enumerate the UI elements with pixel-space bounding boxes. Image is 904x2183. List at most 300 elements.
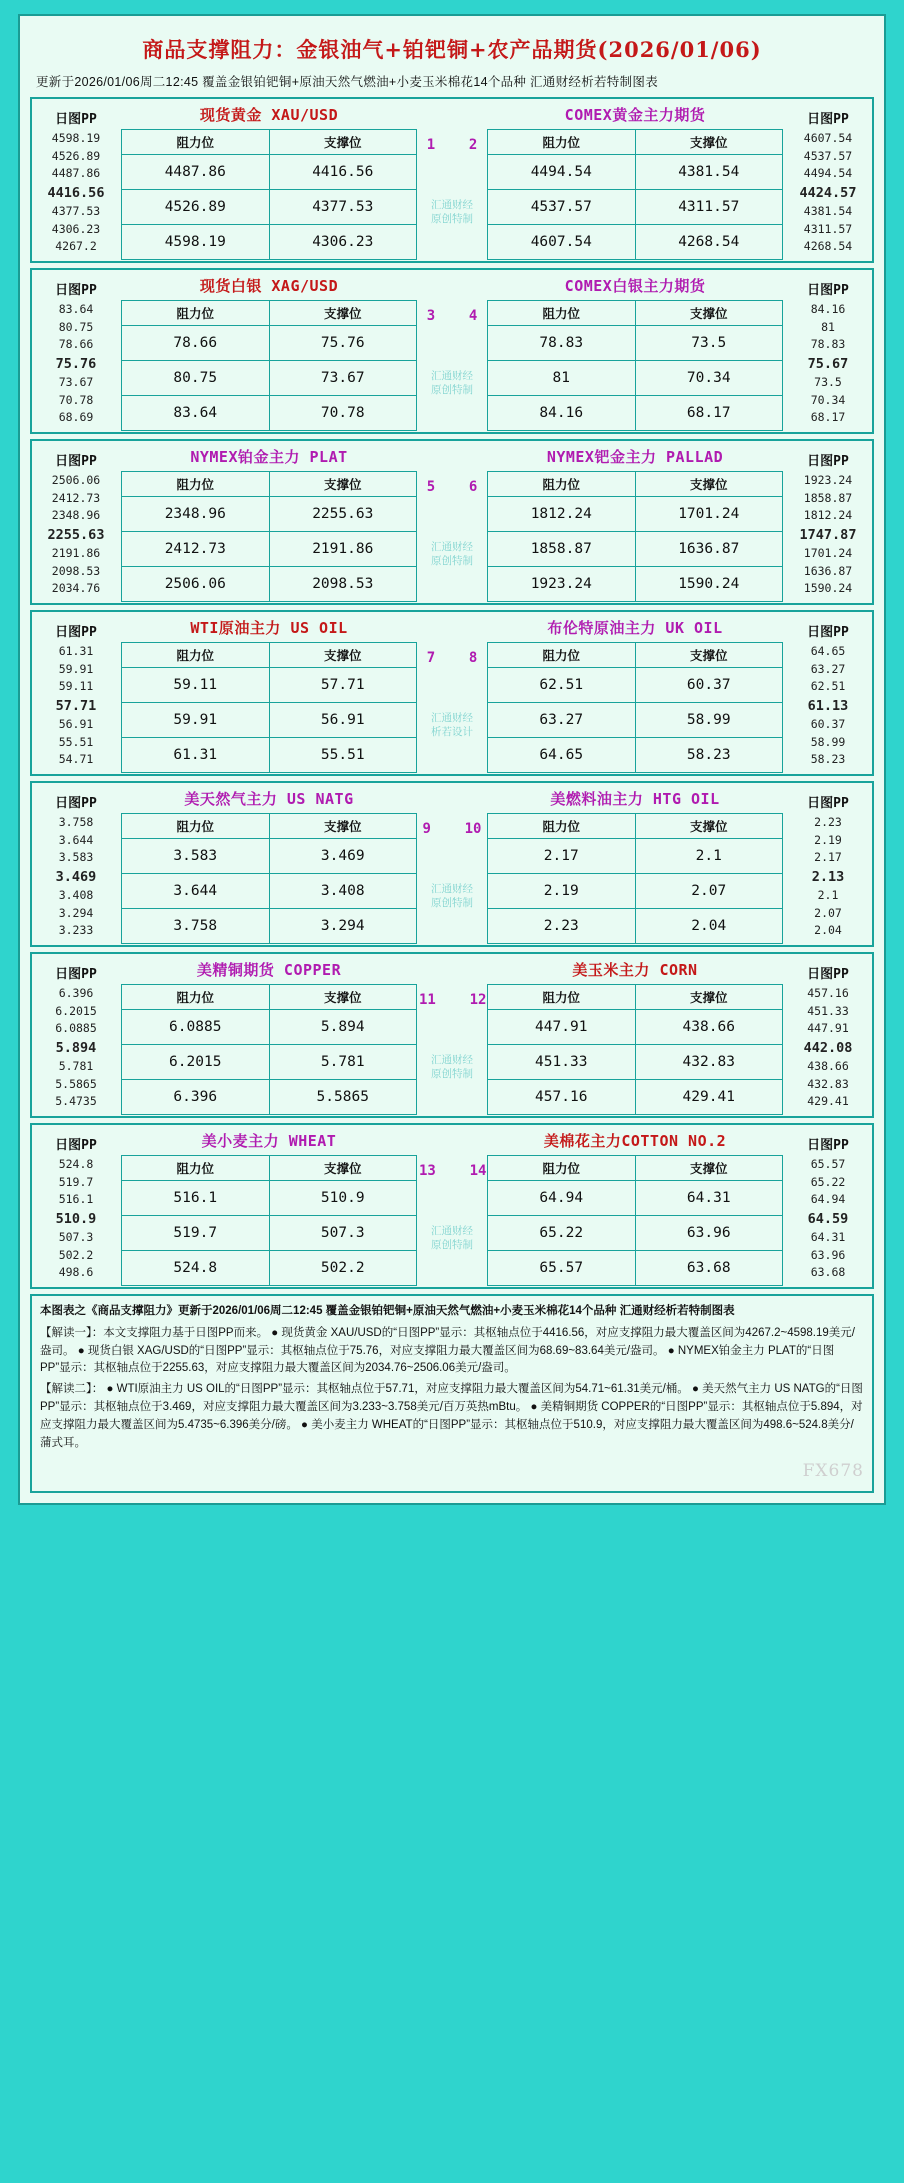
instrument-name: 美精铜期货 COPPER xyxy=(196,961,342,979)
pp-header: 日图PP xyxy=(807,1138,849,1154)
support-value: 2255.63 xyxy=(269,497,417,532)
support-header: 支撑位 xyxy=(269,301,417,326)
resistance-header: 阻力位 xyxy=(488,301,636,326)
sr-table xyxy=(487,813,783,944)
support-value: 63.68 xyxy=(635,1251,783,1286)
axis-column-left xyxy=(32,612,120,774)
pp-header: 日图PP xyxy=(807,283,849,299)
support-value: 502.2 xyxy=(269,1251,417,1286)
axis-column-right xyxy=(784,612,872,774)
axis-value: 56.91 xyxy=(58,717,94,732)
instrument-block xyxy=(30,268,874,434)
axis-value: 78.83 xyxy=(810,337,846,352)
axis-value: 2.17 xyxy=(814,850,842,865)
index-number-left: 9 10 xyxy=(422,821,482,838)
resistance-value: 84.16 xyxy=(488,396,636,431)
table-row xyxy=(488,361,783,396)
resistance-value: 63.27 xyxy=(488,703,636,738)
axis-value: 55.51 xyxy=(58,734,94,749)
axis-value: 6.0885 xyxy=(55,1021,97,1036)
table-row xyxy=(488,1080,783,1115)
axis-value: 432.83 xyxy=(807,1076,849,1091)
table-row xyxy=(488,1010,783,1045)
support-header: 支撑位 xyxy=(635,301,783,326)
axis-value: 68.69 xyxy=(58,410,94,425)
instrument-name: 美小麦主力 WHEAT xyxy=(201,1132,337,1150)
axis-value: 73.5 xyxy=(814,375,842,390)
resistance-value: 83.64 xyxy=(122,396,270,431)
axis-value: 54.71 xyxy=(58,752,94,767)
sr-table xyxy=(121,642,417,773)
axis-value: 3.758 xyxy=(58,815,94,830)
axis-column-right xyxy=(784,954,872,1116)
axis-value: 438.66 xyxy=(807,1059,849,1074)
resistance-header: 阻力位 xyxy=(122,814,270,839)
resistance-value: 1923.24 xyxy=(488,567,636,602)
table-row xyxy=(122,874,417,909)
axis-value: 457.16 xyxy=(807,986,849,1001)
watermark-text: 汇通财经 原创特制 xyxy=(431,1225,473,1251)
axis-value: 2.07 xyxy=(814,905,842,920)
resistance-value: 2506.06 xyxy=(122,567,270,602)
table-row xyxy=(488,326,783,361)
axis-value: 2348.96 xyxy=(51,508,101,523)
support-value: 70.78 xyxy=(269,396,417,431)
axis-value: 3.233 xyxy=(58,923,94,938)
axis-column-right xyxy=(784,1125,872,1287)
axis-value: 4381.54 xyxy=(803,204,853,219)
table-row xyxy=(488,874,783,909)
resistance-value: 2348.96 xyxy=(122,497,270,532)
axis-column-left xyxy=(32,783,120,945)
table-row xyxy=(122,668,417,703)
support-value: 1636.87 xyxy=(635,532,783,567)
sr-table xyxy=(121,984,417,1115)
resistance-value: 2.19 xyxy=(488,874,636,909)
support-value: 55.51 xyxy=(269,738,417,773)
support-value: 1701.24 xyxy=(635,497,783,532)
resistance-value: 519.7 xyxy=(122,1216,270,1251)
instrument-block xyxy=(30,610,874,776)
pp-header: 日图PP xyxy=(55,112,97,128)
axis-value: 84.16 xyxy=(810,302,846,317)
axis-value: 58.99 xyxy=(810,734,846,749)
support-value: 68.17 xyxy=(635,396,783,431)
instrument-name: COMEX黄金主力期货 xyxy=(564,106,706,124)
support-value: 4381.54 xyxy=(635,155,783,190)
resistance-value: 64.94 xyxy=(488,1181,636,1216)
support-value: 2.04 xyxy=(635,909,783,944)
support-value: 3.294 xyxy=(269,909,417,944)
resistance-value: 4494.54 xyxy=(488,155,636,190)
resistance-value: 6.2015 xyxy=(122,1045,270,1080)
table-row xyxy=(122,497,417,532)
panel-right xyxy=(486,954,784,1116)
support-header: 支撑位 xyxy=(269,472,417,497)
support-header: 支撑位 xyxy=(269,1156,417,1181)
watermark-text: 汇通财经 原创特制 xyxy=(431,370,473,396)
axis-value: 2255.63 xyxy=(47,526,105,543)
resistance-value: 6.0885 xyxy=(122,1010,270,1045)
table-row xyxy=(122,326,417,361)
table-row xyxy=(488,839,783,874)
axis-value: 62.51 xyxy=(810,679,846,694)
axis-value: 3.469 xyxy=(55,868,97,885)
support-value: 4268.54 xyxy=(635,225,783,260)
axis-value: 451.33 xyxy=(807,1003,849,1018)
support-value: 63.96 xyxy=(635,1216,783,1251)
axis-value: 58.23 xyxy=(810,752,846,767)
axis-value: 5.4735 xyxy=(55,1094,97,1109)
resistance-value: 457.16 xyxy=(488,1080,636,1115)
resistance-value: 78.83 xyxy=(488,326,636,361)
axis-value: 5.781 xyxy=(58,1059,94,1074)
footer-note2: 【解读二】： ● WTI原油主力 US OIL的“日图PP”显示：其枢轴点位于57.71，对应支撑阻力最大覆盖区间为54.71~61.31美元/桶。 ● 美天然气主力 US NATG的“日图PP”显示：其枢轴点位于3.469，对应支撑阻力最大覆盖区间为3.233~3.758美元/百万英热mBtu。 ● 美精铜期货 COPPER的“日图PP”显示：其枢轴点位于5.894，对应支撑阻力最大覆盖区间为5.4735~6.396美分/磅。 ● 美小麦主力 WHEAT的“日图PP”显示：其枢轴点位于510.9，对应支撑阻力最大覆盖区间为498.6~524.8美分/蒲式耳。 xyxy=(40,1383,863,1449)
table-row xyxy=(488,497,783,532)
instrument-name: 布伦特原油主力 UK OIL xyxy=(547,619,723,637)
table-row xyxy=(488,567,783,602)
pp-header: 日图PP xyxy=(807,967,849,983)
support-value: 73.5 xyxy=(635,326,783,361)
instrument-name: 美棉花主力COTTON NO.2 xyxy=(543,1132,727,1150)
support-value: 73.67 xyxy=(269,361,417,396)
index-number-left: 13 14 xyxy=(419,1163,487,1180)
resistance-header: 阻力位 xyxy=(122,985,270,1010)
axis-value: 65.22 xyxy=(810,1174,846,1189)
support-value: 3.408 xyxy=(269,874,417,909)
axis-value: 516.1 xyxy=(58,1192,94,1207)
axis-value: 524.8 xyxy=(58,1157,94,1172)
resistance-header: 阻力位 xyxy=(488,643,636,668)
axis-value: 447.91 xyxy=(807,1021,849,1036)
instrument-name: 现货白银 XAG/USD xyxy=(199,277,339,295)
support-header: 支撑位 xyxy=(635,985,783,1010)
resistance-value: 6.396 xyxy=(122,1080,270,1115)
table-row xyxy=(122,567,417,602)
resistance-value: 4526.89 xyxy=(122,190,270,225)
index-column xyxy=(418,954,486,1116)
panel-left xyxy=(120,441,418,603)
support-header: 支撑位 xyxy=(635,643,783,668)
table-row xyxy=(122,1045,417,1080)
instrument-name: 美玉米主力 CORN xyxy=(572,961,698,979)
axis-value: 1636.87 xyxy=(803,563,853,578)
sr-table xyxy=(121,813,417,944)
pp-header: 日图PP xyxy=(807,625,849,641)
axis-column-right xyxy=(784,99,872,261)
axis-value: 63.68 xyxy=(810,1265,846,1280)
blocks-container xyxy=(30,97,874,1289)
watermark-fx678: FX678 xyxy=(802,1460,864,1481)
sr-table xyxy=(487,984,783,1115)
support-value: 4306.23 xyxy=(269,225,417,260)
sr-table xyxy=(487,129,783,260)
table-row xyxy=(122,532,417,567)
axis-value: 60.37 xyxy=(810,717,846,732)
axis-value: 68.17 xyxy=(810,410,846,425)
axis-value: 2034.76 xyxy=(51,581,101,596)
table-row xyxy=(488,1181,783,1216)
axis-value: 61.13 xyxy=(807,697,849,714)
instrument-name: WTI原油主力 US OIL xyxy=(190,619,348,637)
footer-line1: 本图表之《商品支撑阻力》更新于2026/01/06周二12:45 覆盖金银铂钯铜+原油天然气燃油+小麦玉米棉花14个品种 汇通财经析若特制图表 xyxy=(40,1305,735,1317)
axis-value: 78.66 xyxy=(58,337,94,352)
axis-column-right xyxy=(784,441,872,603)
index-column xyxy=(418,99,486,261)
index-number-left: 3 4 xyxy=(426,308,478,325)
pp-header: 日图PP xyxy=(55,1138,97,1154)
resistance-value: 81 xyxy=(488,361,636,396)
support-value: 4311.57 xyxy=(635,190,783,225)
axis-column-left xyxy=(32,1125,120,1287)
axis-value: 3.294 xyxy=(58,905,94,920)
axis-value: 2506.06 xyxy=(51,473,101,488)
resistance-header: 阻力位 xyxy=(122,1156,270,1181)
axis-value: 4537.57 xyxy=(803,148,853,163)
table-row xyxy=(488,909,783,944)
page-subtitle: 更新于2026/01/06周二12:45 覆盖金银铂钯铜+原油天然气燃油+小麦玉米棉花14个品种 汇通财经析若特制图表 xyxy=(36,75,658,89)
index-column xyxy=(418,441,486,603)
resistance-value: 78.66 xyxy=(122,326,270,361)
axis-column-left xyxy=(32,270,120,432)
resistance-value: 3.758 xyxy=(122,909,270,944)
axis-value: 1858.87 xyxy=(803,490,853,505)
resistance-value: 2412.73 xyxy=(122,532,270,567)
footer-note1: 【解读一】：本文支撑阻力基于日图PP而来。 ● 现货黄金 XAU/USD的“日图PP”显示：其枢轴点位于4416.56，对应支撑阻力最大覆盖区间为4267.2~4598.19美元/盎司。 ● 现货白银 XAG/USD的“日图PP”显示：其枢轴点位于75.76，对应支撑阻力最大覆盖区间为68.69~83.64美元/盎司。 ● NYMEX铂金主力 PLAT的“日图PP”显示：其枢轴点位于2255.63，对应支撑阻力最大覆盖区间为2034.76~2506.06美元/盎司。 xyxy=(40,1326,855,1375)
table-row xyxy=(488,190,783,225)
panel-left xyxy=(120,1125,418,1287)
axis-value: 2412.73 xyxy=(51,490,101,505)
support-value: 507.3 xyxy=(269,1216,417,1251)
resistance-value: 3.583 xyxy=(122,839,270,874)
axis-value: 64.65 xyxy=(810,644,846,659)
axis-value: 4416.56 xyxy=(47,184,105,201)
resistance-header: 阻力位 xyxy=(122,643,270,668)
axis-value: 75.67 xyxy=(807,355,849,372)
index-column xyxy=(418,270,486,432)
axis-value: 64.31 xyxy=(810,1230,846,1245)
pp-header: 日图PP xyxy=(55,454,97,470)
axis-value: 1590.24 xyxy=(803,581,853,596)
resistance-header: 阻力位 xyxy=(488,472,636,497)
resistance-header: 阻力位 xyxy=(488,814,636,839)
support-header: 支撑位 xyxy=(635,1156,783,1181)
panel-left xyxy=(120,99,418,261)
support-value: 75.76 xyxy=(269,326,417,361)
support-header: 支撑位 xyxy=(635,472,783,497)
resistance-header: 阻力位 xyxy=(122,472,270,497)
table-row xyxy=(122,1080,417,1115)
resistance-value: 64.65 xyxy=(488,738,636,773)
resistance-value: 61.31 xyxy=(122,738,270,773)
resistance-value: 59.91 xyxy=(122,703,270,738)
axis-value: 4526.89 xyxy=(51,148,101,163)
table-row xyxy=(488,155,783,190)
panel-right xyxy=(486,441,784,603)
support-value: 57.71 xyxy=(269,668,417,703)
support-header: 支撑位 xyxy=(269,985,417,1010)
axis-value: 4598.19 xyxy=(51,131,101,146)
axis-value: 4268.54 xyxy=(803,239,853,254)
index-number-left: 1 2 xyxy=(426,137,478,154)
axis-value: 4267.2 xyxy=(55,239,97,254)
axis-value: 5.5865 xyxy=(55,1076,97,1091)
resistance-value: 4607.54 xyxy=(488,225,636,260)
resistance-value: 4537.57 xyxy=(488,190,636,225)
axis-value: 2098.53 xyxy=(51,563,101,578)
support-value: 2191.86 xyxy=(269,532,417,567)
table-row xyxy=(488,1251,783,1286)
resistance-header: 阻力位 xyxy=(122,130,270,155)
instrument-block xyxy=(30,781,874,947)
support-header: 支撑位 xyxy=(269,130,417,155)
support-value: 4377.53 xyxy=(269,190,417,225)
support-header: 支撑位 xyxy=(635,130,783,155)
support-header: 支撑位 xyxy=(635,814,783,839)
support-value: 2098.53 xyxy=(269,567,417,602)
support-value: 58.23 xyxy=(635,738,783,773)
axis-value: 4311.57 xyxy=(803,221,853,236)
support-value: 60.37 xyxy=(635,668,783,703)
page-title: 商品支撑阻力：金银油气+铂钯铜+农产品期货(2026/01/06) xyxy=(142,37,762,62)
resistance-value: 2.23 xyxy=(488,909,636,944)
resistance-value: 1812.24 xyxy=(488,497,636,532)
pp-header: 日图PP xyxy=(807,454,849,470)
support-value: 5.5865 xyxy=(269,1080,417,1115)
resistance-value: 65.57 xyxy=(488,1251,636,1286)
axis-value: 2.13 xyxy=(811,868,845,885)
axis-value: 83.64 xyxy=(58,302,94,317)
support-value: 70.34 xyxy=(635,361,783,396)
support-value: 4416.56 xyxy=(269,155,417,190)
pp-header: 日图PP xyxy=(55,625,97,641)
panel-right xyxy=(486,783,784,945)
index-number-left: 5 6 xyxy=(426,479,478,496)
pp-header: 日图PP xyxy=(807,112,849,128)
table-row xyxy=(122,155,417,190)
support-value: 432.83 xyxy=(635,1045,783,1080)
sr-table xyxy=(121,129,417,260)
sr-table xyxy=(487,642,783,773)
support-value: 2.1 xyxy=(635,839,783,874)
table-row xyxy=(122,839,417,874)
resistance-value: 59.11 xyxy=(122,668,270,703)
watermark-text: 汇通财经 析若设计 xyxy=(431,712,473,738)
pp-header: 日图PP xyxy=(55,283,97,299)
table-row xyxy=(488,703,783,738)
footer-notes xyxy=(30,1294,874,1493)
resistance-value: 2.17 xyxy=(488,839,636,874)
pp-header: 日图PP xyxy=(55,796,97,812)
support-value: 5.781 xyxy=(269,1045,417,1080)
table-row xyxy=(122,1181,417,1216)
axis-value: 59.11 xyxy=(58,679,94,694)
axis-value: 57.71 xyxy=(55,697,97,714)
support-value: 64.31 xyxy=(635,1181,783,1216)
resistance-header: 阻力位 xyxy=(488,985,636,1010)
instrument-name: COMEX白银主力期货 xyxy=(564,277,706,295)
table-row xyxy=(122,738,417,773)
instrument-block xyxy=(30,439,874,605)
axis-value: 70.34 xyxy=(810,392,846,407)
panel-left xyxy=(120,783,418,945)
axis-value: 519.7 xyxy=(58,1174,94,1189)
axis-value: 70.78 xyxy=(58,392,94,407)
support-value: 5.894 xyxy=(269,1010,417,1045)
table-row xyxy=(122,361,417,396)
support-value: 3.469 xyxy=(269,839,417,874)
axis-value: 2.19 xyxy=(814,832,842,847)
axis-value: 63.96 xyxy=(810,1247,846,1262)
resistance-header: 阻力位 xyxy=(122,301,270,326)
table-row xyxy=(488,1045,783,1080)
axis-value: 2.04 xyxy=(814,923,842,938)
panel-right xyxy=(486,270,784,432)
axis-value: 64.94 xyxy=(810,1192,846,1207)
index-column xyxy=(418,783,486,945)
support-value: 2.07 xyxy=(635,874,783,909)
panel-left xyxy=(120,954,418,1116)
axis-value: 429.41 xyxy=(807,1094,849,1109)
axis-value: 442.08 xyxy=(803,1039,853,1056)
support-value: 438.66 xyxy=(635,1010,783,1045)
axis-column-left xyxy=(32,954,120,1116)
sr-table xyxy=(121,471,417,602)
watermark-text: 汇通财经 原创特制 xyxy=(431,199,473,225)
axis-value: 502.2 xyxy=(58,1247,94,1262)
panel-right xyxy=(486,1125,784,1287)
axis-value: 3.644 xyxy=(58,832,94,847)
table-row xyxy=(122,703,417,738)
axis-value: 498.6 xyxy=(58,1265,94,1280)
axis-value: 2.1 xyxy=(817,888,839,903)
index-number-left: 7 8 xyxy=(426,650,478,667)
support-value: 58.99 xyxy=(635,703,783,738)
axis-value: 61.31 xyxy=(58,644,94,659)
axis-value: 2191.86 xyxy=(51,546,101,561)
table-row xyxy=(488,1216,783,1251)
resistance-value: 62.51 xyxy=(488,668,636,703)
panel-right xyxy=(486,612,784,774)
table-row xyxy=(488,532,783,567)
panel-right xyxy=(486,99,784,261)
pp-header: 日图PP xyxy=(807,796,849,812)
axis-column-left xyxy=(32,99,120,261)
support-value: 510.9 xyxy=(269,1181,417,1216)
table-row xyxy=(122,1010,417,1045)
instrument-name: NYMEX钯金主力 PALLAD xyxy=(546,448,724,466)
instrument-block xyxy=(30,1123,874,1289)
instrument-name: 现货黄金 XAU/USD xyxy=(199,106,339,124)
axis-value: 1812.24 xyxy=(803,508,853,523)
axis-value: 4487.86 xyxy=(51,166,101,181)
axis-value: 1747.87 xyxy=(799,526,857,543)
watermark-text: 汇通财经 原创特制 xyxy=(431,883,473,909)
table-row xyxy=(122,1251,417,1286)
sr-table xyxy=(121,1155,417,1286)
instrument-name: 美天然气主力 US NATG xyxy=(184,790,354,808)
resistance-value: 447.91 xyxy=(488,1010,636,1045)
axis-value: 4494.54 xyxy=(803,166,853,181)
watermark-text: 汇通财经 原创特制 xyxy=(431,1054,473,1080)
resistance-header: 阻力位 xyxy=(488,130,636,155)
axis-value: 4424.57 xyxy=(799,184,857,201)
resistance-value: 80.75 xyxy=(122,361,270,396)
axis-column-right xyxy=(784,783,872,945)
support-value: 429.41 xyxy=(635,1080,783,1115)
report-sheet xyxy=(18,14,886,1505)
axis-value: 4607.54 xyxy=(803,131,853,146)
